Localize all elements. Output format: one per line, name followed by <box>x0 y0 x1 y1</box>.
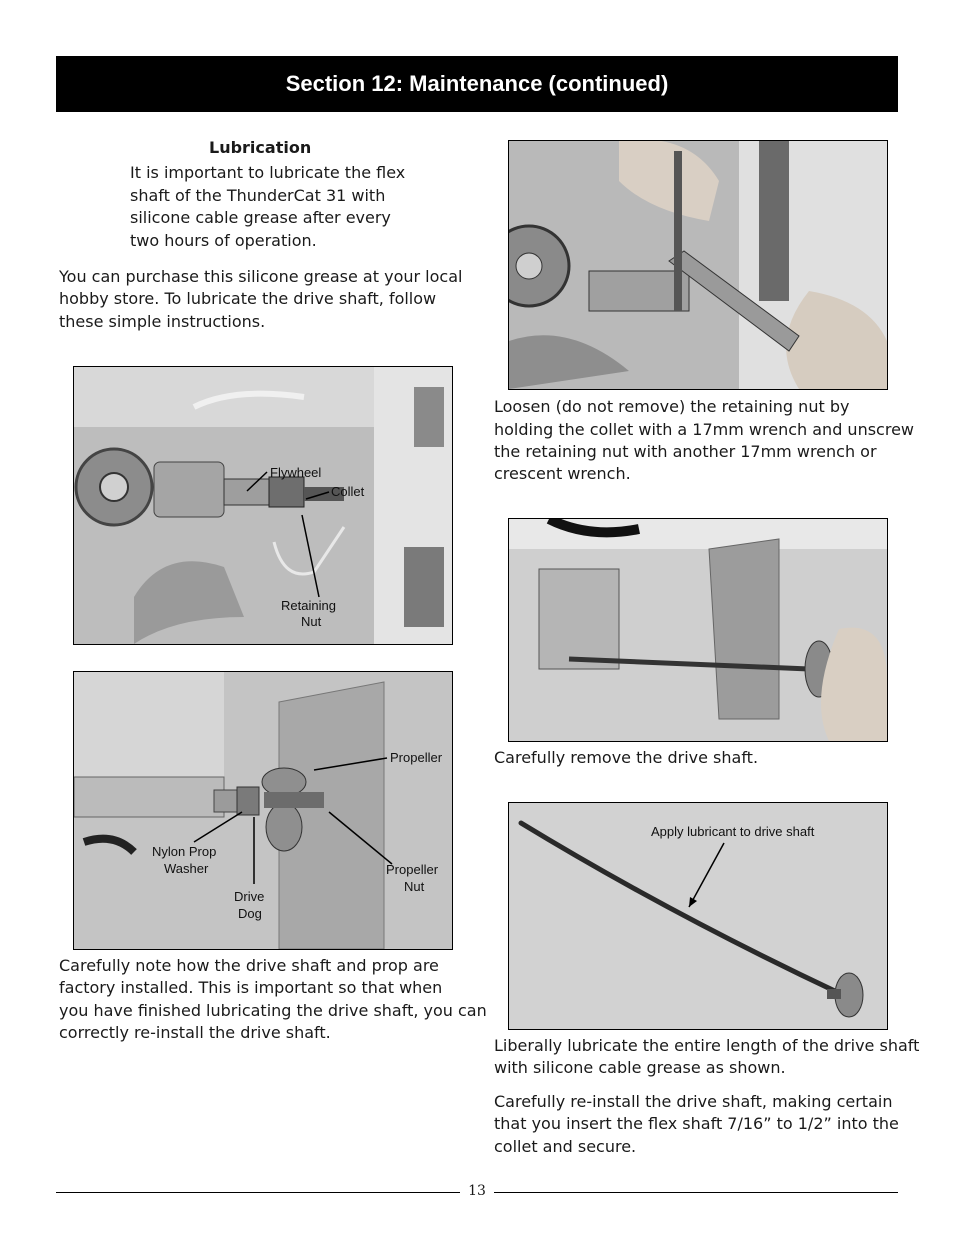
footer-rule-left <box>56 1192 460 1193</box>
wrench-photo <box>508 140 888 390</box>
section-title-banner <box>56 56 898 112</box>
paragraph-line: correctly re-install the drive shaft. <box>59 1023 331 1042</box>
propeller-assembly-photo <box>73 671 453 950</box>
washer-label: Washer <box>164 861 209 876</box>
propeller-label: Propeller <box>390 750 443 765</box>
dog-label: Dog <box>238 906 262 921</box>
caption-line: collet and secure. <box>494 1137 637 1156</box>
caption-line: that you insert the flex shaft 7/16” to 1/2” into the <box>494 1114 899 1133</box>
remove-caption: Carefully remove the drive shaft. <box>494 748 759 767</box>
propeller-nut-label: Nut <box>404 879 425 894</box>
intro-line: silicone cable grease after every <box>130 208 391 227</box>
propeller-nut-label: Propeller <box>386 862 439 877</box>
paragraph-line: You can purchase this silicone grease at your local <box>59 267 463 286</box>
engine-collet-photo <box>73 366 453 645</box>
paragraph-line: these simple instructions. <box>59 312 266 331</box>
nut-label: Nut <box>301 614 322 629</box>
caption-line: with silicone cable grease as shown. <box>494 1058 786 1077</box>
nylon-prop-label: Nylon Prop <box>152 844 217 859</box>
footer-rule-right <box>494 1192 898 1193</box>
page-number: 13 <box>468 1183 486 1199</box>
lubricate-shaft-photo <box>508 802 888 1030</box>
paragraph-line: Carefully note how the drive shaft and prop are <box>59 956 439 975</box>
remove-shaft-illustration <box>509 519 887 741</box>
paragraph-line: factory installed. This is important so that when <box>59 978 443 997</box>
intro-line: shaft of the ThunderCat 31 with <box>130 186 386 205</box>
caption-line: Loosen (do not remove) the retaining nut by <box>494 397 850 416</box>
drive-label: Drive <box>234 889 265 904</box>
intro-line: It is important to lubricate the flex <box>130 163 406 182</box>
caption-line: holding the collet with a 17mm wrench and unscrew <box>494 420 914 439</box>
paragraph-line: you have finished lubricating the drive shaft, you can <box>59 1001 487 1020</box>
caption-line: Liberally lubricate the entire length of the drive shaft <box>494 1036 920 1055</box>
wrench-illustration <box>509 141 887 389</box>
lubrication-heading: Lubrication <box>209 138 312 157</box>
engine-collet-illustration <box>74 367 452 644</box>
caption-line: the retaining nut with another 17mm wrench or <box>494 442 877 461</box>
caption-line: crescent wrench. <box>494 464 631 483</box>
flywheel-label: Flywheel <box>270 465 322 480</box>
propeller-assembly-illustration <box>74 672 452 949</box>
section-title: Section 12: Maintenance (continued) <box>285 71 669 96</box>
caption-line: Carefully re-install the drive shaft, making certain <box>494 1092 893 1111</box>
lubricant-label: Apply lubricant to drive shaft <box>651 824 815 839</box>
retaining-label: Retaining <box>281 598 336 613</box>
collet-label: Collet <box>331 484 365 499</box>
paragraph-line: hobby store. To lubricate the drive shaft, follow <box>59 289 437 308</box>
intro-line: two hours of operation. <box>130 231 317 250</box>
remove-shaft-photo <box>508 518 888 742</box>
lubricate-shaft-illustration <box>509 803 887 1029</box>
